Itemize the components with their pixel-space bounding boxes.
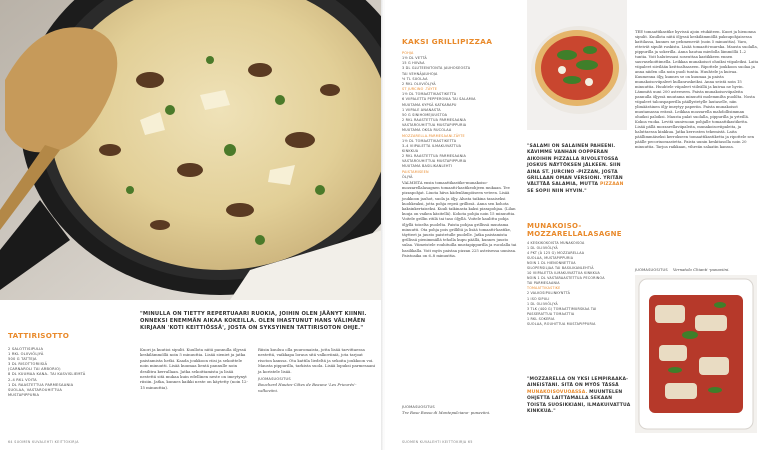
ingredient: PASSERATTUA TOMAATTIA [527,311,575,316]
ingredient: 1 DL OLIIVIÖLJYÄ [527,246,558,251]
ingredient: 3–4 VIIPALETTA ILMAKUIVATTUA [402,143,462,148]
wine-recommendation: Vernatolo Chianti -punaviini. [672,267,730,272]
ingredient: 1 DL RAASTETTUA PARMESAANIA [8,382,74,387]
ingredient: 10 VIIPALETTA ILMAKUIVATTUA KINKKUA [527,271,601,276]
ingredient: SUOLAA, MUSTAPIPPURIA [527,256,574,261]
ingredient: VASTAROUHITTUA MUSTAPIPPURIA [402,123,467,128]
pizza-wine [402,405,520,416]
pizza-ingredient-list [402,51,520,180]
left-footer: 64 SUOMEN KUVALEHTI KEITTOKIRJA [8,440,79,444]
section-label: MOZZARELLA-PARMESAANI-TÄYTE [402,133,465,138]
pizza-photo [527,0,627,130]
ingredient: TAI VEHNÄJAUHOJA [402,71,438,76]
ingredient: 2–4 RKL VOITA [8,377,37,382]
ingredient: 1 DL OLIIVIÖLJYÄ [527,301,558,306]
pizza-quote-text: "SALAMI ON SALAINEN PAHEENI. KÄVIMME VANHAN OOPPERAN AIKOIHIN PIZZALLA RIVOLETOSSA JOSKUS NÄYTÖKSEN JÄLKEEN. SIIN AINA ST. JURCINO -PIZZAN, JOSTA GRILLAAN OMAN VERSIONI. YRITÄN VÄLTTÄÄ SALAMIA, MUTTA PIZZAAN SE SOPII NIIN HYVIN." [527,144,624,194]
wine-recommendation: Bouchard Hautes-Côtes de Beaune 'Les Prieurés'-valkoviini. [258,382,357,393]
left-col3 [258,347,376,393]
ingredient: 500 G TATTEJA [8,357,37,362]
ingredient: 15 G HIIVAA [402,61,425,66]
wine-label: JUOMASUOSITUS [402,405,435,409]
ingredient: 1 RKL SOKERIA [527,316,555,321]
section-label: ST JURCINO -TÄYTE [402,87,438,92]
ingredient: MUUTAMA BASILIKANLEHTI [402,164,453,169]
ingredient: 8 DL KUUMAA KANA- TAI KASVISLIEMTÄ [8,372,86,377]
ingredient: 4 PKT (À 125 G) MOZZARELLAA [527,251,585,256]
ingredient: MUUTAMA OKSA RUCOLAA [402,128,452,133]
right-page [385,0,766,450]
ingredient: 1 VIIPALE ANANASTA [402,107,441,112]
ingredient: 1 ISO SIPULI [527,296,550,301]
lasagne-wine [635,256,759,275]
ingredient: SUOLAA, VASTAROUHITTUA [8,387,63,392]
lasagne-instructions: TEE tomaattikastike hyvissä ajoin etukäteen. Kuori ja hienonna sipulit. Kuullota niitä öljyssä keskilämmöllä paksupohjaisessa kattilassa, kunnes ne pehmenevät (noin 5 minuuttia). Varo, etteivät sipulit ruskistu. Lisää tomaatti-murska. Mausta suolalla, pippurilla ja sokerilla. Anna hautua miedolla lämmöllä 1–2 tuntia. Voit halutessasi soseuttaa kastikkeen ennen sauvasekoittimella. Leikkaa munakoisot ohuiksi viipaleiksi. Laita viipaleet siivilään keittoaltaaseen. Ripottele joukkoon suolaa ja anna niiden olla noin puoli tuntia. Huuhtele ja kuivaa. Kuumenna öljy, kunnes se on kuumaa ja paista munakoisoviipaleet kullanruskeiksi. Anna seistä noin 15 minuuttia. Huuhtele viipaleet viileällä ja kuivaa ne hyvin. Lämmitä uuni 200 asteeseen. Paista munakoisoviipaleita pannulla öljyssä muutama minuutti molemmilta puolilta. Nosta viipaleet talouspaperilla päällystetylle lautaselle, niin ylimääräinen öljy imeytyy paperiin. Paista munakoisot muutamassa erässä. Leikkaa mozzarella mahdollisimman ohuiksi paloiksi. Mausta palat suolalla, pippurilla ja yrteillä. Kokoa vuoka. Levitä uunivuoan pohjalle tomaattikastiketta. Lisää pällä mozzarellaviipaleita, munakoisoviipaleita, ja haluttaessa kinkkua. Jatka kerrosten tekemistä. Laita päällimmäiseksi kerrokseen tomaattikastiketta ja ripottele sen päälle pecorinoraastetta. Paista uunin keskitasolla noin 20 minuuttia. Tarjoa raikkaan, vihreän salaatin kanssa. [635,30,759,149]
left-quote: "MINULLA ON TIETTY REPERTUAARI RUOKIA, JOIHIN OLEN JÄÄNYT KIINNI. ONNEKSI ENEMMÄN AIKAA KOKEILLA. OLEN IHASTUNUT HANS VÄLIMÄEN KIRJAAN 'KOTI KEITTIÖSSÄ', JOSTA ON SYKSYINEN TATTIRISOTON OHJE." [140,311,367,332]
ingredient: ½ TL SUOLAA [402,76,428,81]
left-ingredient-list [8,347,126,398]
risotto-photo [0,0,383,300]
lasagne-title: MUNAKOISO-MOZZARELLALASAGNE [527,222,622,239]
lasagne-quote: "MOZZARELLA ON YKSI LEMPIRAAKA-AINEISTANI. SITÄ ON MYÖS TÄSSÄ MUNAKOISOVUOASSA. MUUNTELEN OHJETTA LAITTAMALLA SEKAAN TOISTA SUOSIKKIANI, ILMAKUIVATTUA KINKKUA." [527,377,631,415]
quote-highlight: PIZZAAN [599,182,624,188]
ingredient: (CARNAROLI TAI ARBORIO) [8,367,61,372]
ingredient: 2 RKL RAASTETTUA PARMESAANIA [402,154,467,159]
wine-label: JUOMASUOSITUS [258,377,291,382]
section-label: TOMAATTIKASTIKE [527,286,561,291]
ingredient: 3 DL RISOTTORIISIÄ [8,362,48,367]
quote-highlight: MUNAKOISOVUOASSA. [527,389,588,395]
ingredient: 1½ DL TOMAATTIKASTIKETTA [402,138,457,143]
ingredient: 2 SALOTTISIPULIA [8,347,44,351]
ingredient: 1½ DL TOMAATTIKASTIKETTA [402,92,457,97]
pizza-instructions: VALMISTA ensin tomaattikastike-munakoiso-mozzarellalasagnen tomaatti-kastikeohjeen mukaan. Tee pizzapohjat. Liuota hiiva kädenlämpöiseen veteen. Lisää joukkoon jauhot, suola ja öljy. Alusta taikina tasaiseksi kuohkeaksi, jotta pohja repeä grillissä. Anna sen kohota kaksinkertaiseksi. Kuuli taikinasta kaksi pizzapohjaa. (Lilan kuuja on vaikea käsitellä). Kohota pohjia noin 15 minuuttia. Voitele grillin ritilä tai taso öljyllä. Voitele kaulittu pohja öljyllä toiselta puolelta. Paista pohjaa grillissä muutama minuutti. Ota pohja pois grilliltä ja lisää tomaatti-kastike, täytteet ja juusto paistetulle puolelle. Jatka paistamista grillissä pienimmällä teholla kupu päällä, kunnes juusto sulaa. Viimeistele rouhituilla mustapippurilla ja rucolalla tai basilikalla. Voit myös paistaa pizzan 225 asteisessa uunissa. Paistoaika on 6–8 minuuttia. [402,181,517,258]
left-title: TATTIRISOTTO [8,331,70,340]
right-footer: SUOMEN KUVALEHTI KEITTOKIRJA 65 [402,440,473,444]
ingredient: 2 RKL RAASTETTUA PARMESAANIA [402,118,467,123]
ingredient: 2 RKL OLIIVIÖLJYÄ [402,81,436,86]
lasagne-photo [635,275,757,433]
pizza-quote [527,144,627,195]
ingredient: 3 DL GLUTEENITONTA JAUHOSEOSTA [402,66,471,71]
ingredient: 1½ DL VETTÄ [402,56,427,61]
ingredient: 4 KESKIKOKOISTA MUNAKOISOA [527,241,585,245]
ingredient: SILOPERSILJAA TAI BASILIKANLEHTIÄ [527,266,594,271]
left-body-col2: Kuori ja kuutioi sipulit. Kuullota niitä pannulla öljyssä keskilämmöllä noin 5 minuuttia. Lisää sieniet ja jatka paistamista hetki. Kaada joukkoon riisi ja sekoittele noin minuutti. Lisää kuumaa lientä pannulle noin desilitra kerrallaan. Jatka sekoittamista ja lisää nestettä sitä mukaa kuin edellinen neste on imeytynyt riisiin. Jatka, kunnes kaikki neste on käytetty (noin 12-15 minuuttia). [140,347,248,390]
ingredient: 6 VIIPALETTA PEPPERONIA TAI SALAMIA [402,97,476,102]
ingredient: ÖLJYÄ [402,174,413,179]
ingredient: MUUTAMA KYPSÄ KATKARAPU [402,102,457,107]
ingredient: MUSTAPIPPURIA [8,392,40,397]
ingredient: VASTAROUHITTUA MUSTAPIPPURIA [402,159,467,164]
section-label: POHJA [402,51,414,55]
ingredient: 2 VALKOSIPULINKYNTTÄ [527,291,571,296]
ingredient: 50 G SINIHOMEJUUSTOA [402,112,448,117]
ingredient: NOIN 1 DL VASTARAASTETTUA PECORINOA [527,276,605,281]
wine-recommendation: Tre Rose Rosso di Montepulciano- punaviini. [402,410,491,416]
ingredient: SUOLAA, ROUHITTUA MUSTAPIPPURIA [527,321,596,326]
wine-label: JUOMASUOSITUS [635,268,668,272]
left-body-col3: Riisin kuuluu olla puuromaista, jotta lisää tarvittaessa nestettä, vaikkapa loraus sitä valkoviiniä, jota tarjoat risoton kanssa. Ota kattila liedeltä ja sekoita joukkoon voi. Mausta pippurilla, tarkista suola. Lisää lopuksi parmesaani ja koristele lisää. [258,347,376,374]
ingredient: KINKKUA [402,148,419,153]
ingredient: NOIN 1 DL HIENONNETTUA [527,261,576,266]
lasagne-ingredient-list [527,241,637,327]
ingredient: TAI PARMESAANIA [527,281,560,286]
ingredient: 3 TLK (400 G) TOMAATTIMURSKAA TAI [527,306,597,311]
section-label: PAISTAMISEEN [402,169,429,174]
ingredient: 1 RKL OLIIVIÖLJYÄ [8,352,44,357]
pizza-title: KAKSI GRILLIPIZZAA [402,37,493,46]
